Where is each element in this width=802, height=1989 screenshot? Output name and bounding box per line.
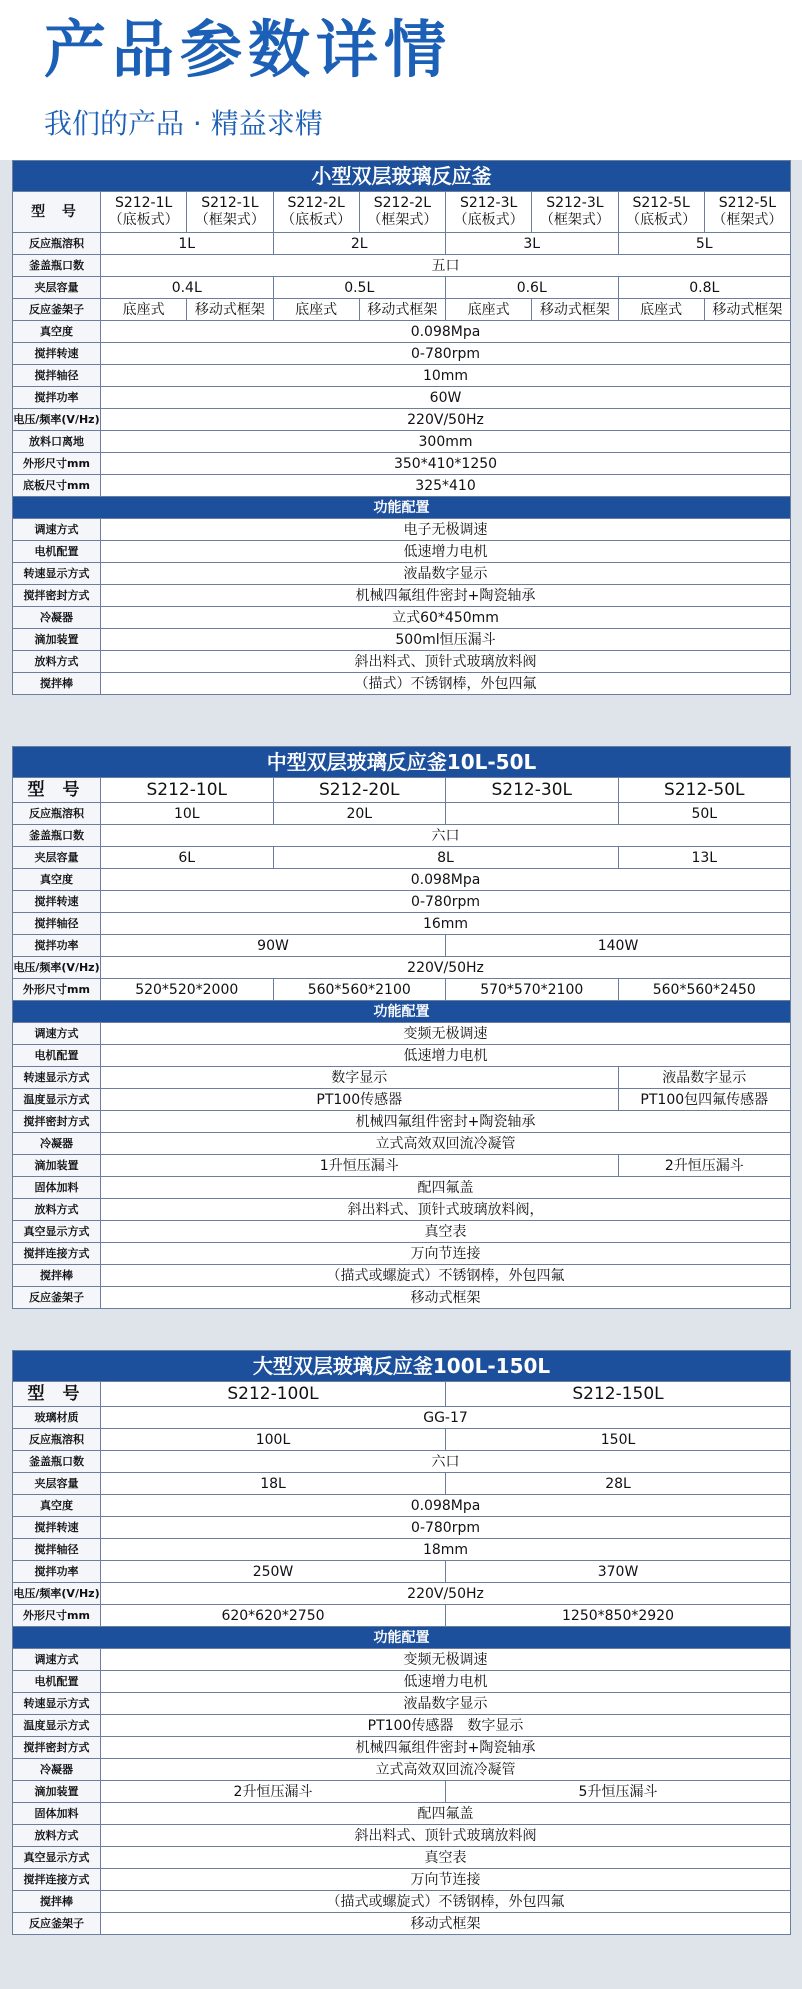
spec-label: 电压/频率(V/Hz)	[13, 957, 101, 979]
spec-label: 反应瓶溶积	[13, 803, 101, 825]
spec-value: 移动式框架	[187, 299, 273, 321]
spec-value: 低速增力电机	[101, 1045, 791, 1067]
spec-value: 斜出料式、顶针式玻璃放料阀	[101, 1825, 791, 1847]
spec-row	[13, 1089, 791, 1111]
spec-value: 220V/50Hz	[101, 409, 791, 431]
spec-value: 1250*850*2920	[446, 1605, 791, 1627]
spec-label: 电压/频率(V/Hz)	[13, 1583, 101, 1605]
spec-value: 0-780rpm	[101, 343, 791, 365]
spec-row	[13, 1847, 791, 1869]
spec-label: 电压/频率(V/Hz)	[13, 409, 101, 431]
spec-row	[13, 563, 791, 585]
spec-value: 移动式框架	[101, 1287, 791, 1309]
model-cell: S212-10L	[101, 778, 274, 803]
spec-label: 温度显示方式	[13, 1715, 101, 1737]
spec-value: 325*410	[101, 475, 791, 497]
spec-label: 真空显示方式	[13, 1221, 101, 1243]
spec-label: 真空显示方式	[13, 1847, 101, 1869]
spec-label: 搅拌棒	[13, 1265, 101, 1287]
spec-label: 真空度	[13, 321, 101, 343]
spec-row	[13, 431, 791, 453]
spec-value: 18L	[101, 1473, 446, 1495]
spec-row	[13, 1825, 791, 1847]
spec-row	[13, 1155, 791, 1177]
spec-label: 搅拌轴径	[13, 913, 101, 935]
spec-label: 底板尺寸mm	[13, 475, 101, 497]
spec-value: 立式60*450mm	[101, 607, 791, 629]
spec-row	[13, 365, 791, 387]
spec-value: 150L	[446, 1429, 791, 1451]
spec-row	[13, 935, 791, 957]
model-cell: S212-3L （框架式）	[532, 192, 618, 233]
spec-row	[13, 1243, 791, 1265]
spec-value: （描式或螺旋式）不锈钢棒，外包四氟	[101, 1891, 791, 1913]
spec-row	[13, 979, 791, 1001]
spec-row	[13, 321, 791, 343]
function-config-header	[13, 1001, 791, 1023]
spec-value: 真空表	[101, 1847, 791, 1869]
model-cell: S212-2L （底板式）	[273, 192, 359, 233]
spec-label: 冷凝器	[13, 607, 101, 629]
spec-row	[13, 913, 791, 935]
spec-value: 电子无极调速	[101, 519, 791, 541]
spec-value: 50L	[618, 803, 791, 825]
spec-value: 配四氟盖	[101, 1803, 791, 1825]
spec-value: 低速增力电机	[101, 1671, 791, 1693]
spec-row	[13, 891, 791, 913]
model-cell: S212-30L	[446, 778, 619, 803]
spec-row	[13, 1177, 791, 1199]
spec-value: 0.098Mpa	[101, 321, 791, 343]
spec-row	[13, 1495, 791, 1517]
spec-value: 底座式	[446, 299, 532, 321]
spec-label: 搅拌棒	[13, 673, 101, 695]
model-cell: S212-150L	[446, 1382, 791, 1407]
hero-banner	[0, 0, 802, 160]
spec-label: 冷凝器	[13, 1133, 101, 1155]
spec-value: 350*410*1250	[101, 453, 791, 475]
spec-value: 移动式框架	[359, 299, 445, 321]
spec-row	[13, 673, 791, 695]
spec-row	[13, 1649, 791, 1671]
spec-row	[13, 1539, 791, 1561]
spec-label: 搅拌转速	[13, 343, 101, 365]
spec-row	[13, 1287, 791, 1309]
spec-label: 夹层容量	[13, 277, 101, 299]
spec-row	[13, 1407, 791, 1429]
spec-value: 液晶数字显示	[101, 563, 791, 585]
spec-value: 8L	[273, 847, 618, 869]
spec-value: （描式或螺旋式）不锈钢棒，外包四氟	[101, 1265, 791, 1287]
spec-value: 5升恒压漏斗	[446, 1781, 791, 1803]
spec-row	[13, 1737, 791, 1759]
spec-label: 滴加装置	[13, 1781, 101, 1803]
spec-value: 300mm	[101, 431, 791, 453]
page-subtitle: 我们的产品 · 精益求精	[44, 107, 323, 140]
model-row	[13, 778, 791, 803]
model-cell: S212-1L （底板式）	[101, 192, 187, 233]
spec-value: 真空表	[101, 1221, 791, 1243]
spec-value: 移动式框架	[704, 299, 790, 321]
spec-value: GG-17	[101, 1407, 791, 1429]
model-label: 型 号	[13, 1382, 101, 1407]
spec-row	[13, 585, 791, 607]
spec-row	[13, 1221, 791, 1243]
spec-label: 转速显示方式	[13, 1693, 101, 1715]
spec-value: 560*560*2100	[273, 979, 446, 1001]
spec-value: 移动式框架	[101, 1913, 791, 1935]
spec-value: 20L	[273, 803, 446, 825]
spec-row	[13, 847, 791, 869]
spec-value: PT100传感器 数字显示	[101, 1715, 791, 1737]
spec-value: 2L	[273, 233, 446, 255]
model-cell: S212-2L （框架式）	[359, 192, 445, 233]
spec-value: 移动式框架	[532, 299, 618, 321]
spec-row	[13, 233, 791, 255]
spec-row	[13, 1517, 791, 1539]
spec-label: 滴加装置	[13, 1155, 101, 1177]
function-config-title: 功能配置	[13, 1627, 791, 1649]
spec-value: 620*620*2750	[101, 1605, 446, 1627]
spec-value: 18mm	[101, 1539, 791, 1561]
spec-label: 釜盖瓶口数	[13, 255, 101, 277]
spec-label: 搅拌连接方式	[13, 1869, 101, 1891]
spec-row	[13, 541, 791, 563]
spec-label: 放料方式	[13, 1199, 101, 1221]
spec-value: 低速增力电机	[101, 541, 791, 563]
spec-value: 斜出料式、顶针式玻璃放料阀	[101, 651, 791, 673]
spec-value: 万向节连接	[101, 1243, 791, 1265]
spec-row	[13, 1869, 791, 1891]
spec-label: 电机配置	[13, 1045, 101, 1067]
spec-value: 250W	[101, 1561, 446, 1583]
spec-value: 13L	[618, 847, 791, 869]
spec-label: 搅拌转速	[13, 1517, 101, 1539]
small-reactor-table	[12, 160, 791, 695]
spec-row	[13, 1133, 791, 1155]
function-config-title: 功能配置	[13, 497, 791, 519]
spec-label: 釜盖瓶口数	[13, 825, 101, 847]
spec-label: 真空度	[13, 1495, 101, 1517]
spec-row	[13, 1023, 791, 1045]
spec-value: 立式高效双回流冷凝管	[101, 1759, 791, 1781]
spec-value	[446, 803, 619, 825]
spec-label: 搅拌功率	[13, 935, 101, 957]
spec-label: 夹层容量	[13, 847, 101, 869]
spec-label: 搅拌棒	[13, 1891, 101, 1913]
spec-row	[13, 1067, 791, 1089]
spec-row	[13, 343, 791, 365]
spec-row	[13, 1265, 791, 1287]
spec-label: 外形尺寸mm	[13, 1605, 101, 1627]
spec-value: 变频无极调速	[101, 1649, 791, 1671]
spec-row	[13, 629, 791, 651]
spec-row	[13, 453, 791, 475]
spec-label: 搅拌转速	[13, 891, 101, 913]
spec-value: 0-780rpm	[101, 1517, 791, 1539]
spec-label: 外形尺寸mm	[13, 453, 101, 475]
section-title-row	[13, 747, 791, 778]
spec-value: 28L	[446, 1473, 791, 1495]
spec-row	[13, 255, 791, 277]
spec-value: 五口	[101, 255, 791, 277]
spec-value: 配四氟盖	[101, 1177, 791, 1199]
spec-label: 搅拌功率	[13, 1561, 101, 1583]
spec-row	[13, 1891, 791, 1913]
spec-row	[13, 1693, 791, 1715]
spec-label: 固体加料	[13, 1803, 101, 1825]
spec-row	[13, 1781, 791, 1803]
spec-row	[13, 475, 791, 497]
spec-value: 140W	[446, 935, 791, 957]
model-cell: S212-5L （框架式）	[704, 192, 790, 233]
section-title-row	[13, 1351, 791, 1382]
spec-value: 液晶数字显示	[618, 1067, 791, 1089]
spec-value: 370W	[446, 1561, 791, 1583]
spec-value: 2升恒压漏斗	[618, 1155, 791, 1177]
spec-value: 底座式	[273, 299, 359, 321]
spec-row	[13, 1605, 791, 1627]
spec-value: 90W	[101, 935, 446, 957]
section-title: 大型双层玻璃反应釜100L-150L	[13, 1351, 791, 1382]
spec-value: PT100包四氟传感器	[618, 1089, 791, 1111]
spec-row	[13, 1111, 791, 1133]
model-cell: S212-5L （底板式）	[618, 192, 704, 233]
spec-label: 转速显示方式	[13, 1067, 101, 1089]
spec-row	[13, 607, 791, 629]
spec-row	[13, 1429, 791, 1451]
spec-label: 搅拌轴径	[13, 1539, 101, 1561]
medium-reactor-table	[12, 746, 791, 1309]
spec-label: 反应瓶溶积	[13, 233, 101, 255]
function-config-title: 功能配置	[13, 1001, 791, 1023]
spec-row	[13, 387, 791, 409]
spec-value: 10mm	[101, 365, 791, 387]
model-cell: S212-100L	[101, 1382, 446, 1407]
model-cell: S212-50L	[618, 778, 791, 803]
spec-value: 六口	[101, 825, 791, 847]
spec-label: 固体加料	[13, 1177, 101, 1199]
spec-label: 温度显示方式	[13, 1089, 101, 1111]
spec-value: 6L	[101, 847, 274, 869]
spec-row	[13, 957, 791, 979]
spec-value: 0-780rpm	[101, 891, 791, 913]
spec-label: 外形尺寸mm	[13, 979, 101, 1001]
spec-label: 搅拌密封方式	[13, 585, 101, 607]
spec-value: 60W	[101, 387, 791, 409]
spec-value: 5L	[618, 233, 791, 255]
function-config-header	[13, 1627, 791, 1649]
section-title: 小型双层玻璃反应釜	[13, 161, 791, 192]
spec-value: 万向节连接	[101, 1869, 791, 1891]
spec-row	[13, 1473, 791, 1495]
spec-label: 搅拌轴径	[13, 365, 101, 387]
spec-label: 调速方式	[13, 1649, 101, 1671]
spec-value: 0.098Mpa	[101, 1495, 791, 1517]
spec-row	[13, 519, 791, 541]
spec-value: 六口	[101, 1451, 791, 1473]
spec-value: 机械四氟组件密封+陶瓷轴承	[101, 1111, 791, 1133]
spec-value: 100L	[101, 1429, 446, 1451]
spec-label: 调速方式	[13, 1023, 101, 1045]
medium-reactor-section	[12, 746, 790, 1309]
small-reactor-section	[12, 160, 790, 695]
spec-label: 反应釜架子	[13, 1287, 101, 1309]
model-label: 型 号	[13, 192, 101, 233]
spec-label: 夹层容量	[13, 1473, 101, 1495]
large-reactor-section	[12, 1350, 790, 1935]
spec-value: 0.5L	[273, 277, 446, 299]
model-row	[13, 1382, 791, 1407]
spec-label: 电机配置	[13, 1671, 101, 1693]
page-title: 产品参数详情	[44, 13, 453, 86]
spec-value: 220V/50Hz	[101, 957, 791, 979]
spec-row	[13, 825, 791, 847]
spec-value: 机械四氟组件密封+陶瓷轴承	[101, 1737, 791, 1759]
spec-value: 立式高效双回流冷凝管	[101, 1133, 791, 1155]
spec-label: 反应釜架子	[13, 299, 101, 321]
spec-value: PT100传感器	[101, 1089, 619, 1111]
spec-value: 机械四氟组件密封+陶瓷轴承	[101, 585, 791, 607]
spec-value: 3L	[446, 233, 619, 255]
spec-value: 底座式	[618, 299, 704, 321]
model-label: 型 号	[13, 778, 101, 803]
spec-row	[13, 1715, 791, 1737]
model-cell: S212-20L	[273, 778, 446, 803]
spec-label: 玻璃材质	[13, 1407, 101, 1429]
large-reactor-table	[12, 1350, 791, 1935]
spec-row	[13, 1803, 791, 1825]
spec-row	[13, 869, 791, 891]
spec-row	[13, 1561, 791, 1583]
spec-value: 0.098Mpa	[101, 869, 791, 891]
spec-value: 斜出料式、顶针式玻璃放料阀，	[101, 1199, 791, 1221]
spec-row	[13, 299, 791, 321]
spec-value: 2升恒压漏斗	[101, 1781, 446, 1803]
spec-value: 1升恒压漏斗	[101, 1155, 619, 1177]
spec-value: 1L	[101, 233, 274, 255]
spec-label: 调速方式	[13, 519, 101, 541]
spec-label: 转速显示方式	[13, 563, 101, 585]
spec-row	[13, 1451, 791, 1473]
spec-row	[13, 1583, 791, 1605]
spec-value: 数字显示	[101, 1067, 619, 1089]
spec-label: 釜盖瓶口数	[13, 1451, 101, 1473]
spec-label: 搅拌功率	[13, 387, 101, 409]
spec-label: 搅拌连接方式	[13, 1243, 101, 1265]
spec-value: 10L	[101, 803, 274, 825]
function-config-header	[13, 497, 791, 519]
spec-row	[13, 803, 791, 825]
spec-label: 电机配置	[13, 541, 101, 563]
spec-label: 反应瓶溶积	[13, 1429, 101, 1451]
spec-value: 0.8L	[618, 277, 791, 299]
section-title: 中型双层玻璃反应釜10L-50L	[13, 747, 791, 778]
spec-value: 16mm	[101, 913, 791, 935]
spec-value: 500ml恒压漏斗	[101, 629, 791, 651]
spec-label: 搅拌密封方式	[13, 1737, 101, 1759]
spec-value: （描式）不锈钢棒，外包四氟	[101, 673, 791, 695]
spec-value: 0.6L	[446, 277, 619, 299]
spec-value: 220V/50Hz	[101, 1583, 791, 1605]
spec-value: 底座式	[101, 299, 187, 321]
spec-label: 反应釜架子	[13, 1913, 101, 1935]
spec-value: 560*560*2450	[618, 979, 791, 1001]
spec-value: 520*520*2000	[101, 979, 274, 1001]
spec-row	[13, 277, 791, 299]
spec-row	[13, 1913, 791, 1935]
spec-value: 570*570*2100	[446, 979, 619, 1001]
spec-label: 真空度	[13, 869, 101, 891]
spec-label: 放料口离地	[13, 431, 101, 453]
model-cell: S212-1L （框架式）	[187, 192, 273, 233]
spec-row	[13, 651, 791, 673]
spec-label: 搅拌密封方式	[13, 1111, 101, 1133]
spec-label: 滴加装置	[13, 629, 101, 651]
section-title-row	[13, 161, 791, 192]
model-row	[13, 192, 791, 233]
spec-label: 放料方式	[13, 1825, 101, 1847]
spec-label: 放料方式	[13, 651, 101, 673]
spec-row	[13, 1199, 791, 1221]
spec-value: 液晶数字显示	[101, 1693, 791, 1715]
spec-value: 变频无极调速	[101, 1023, 791, 1045]
model-cell: S212-3L （底板式）	[446, 192, 532, 233]
spec-row	[13, 409, 791, 431]
spec-label: 冷凝器	[13, 1759, 101, 1781]
spec-row	[13, 1759, 791, 1781]
spec-row	[13, 1671, 791, 1693]
spec-row	[13, 1045, 791, 1067]
spec-value: 0.4L	[101, 277, 274, 299]
